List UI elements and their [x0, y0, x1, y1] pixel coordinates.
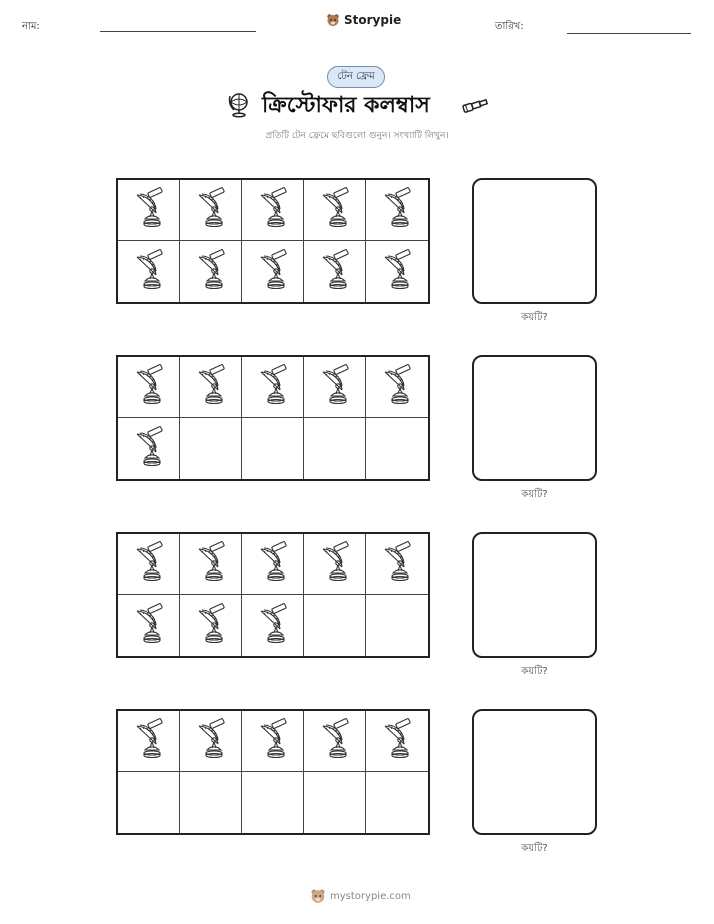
sextant-icon	[380, 716, 414, 766]
sextant-icon	[194, 716, 228, 766]
sextant-icon	[318, 539, 352, 589]
sextant-icon	[380, 185, 414, 235]
how-many-label: কয়টি?	[521, 843, 548, 854]
ten-frame-cell	[366, 180, 428, 241]
sextant-icon	[318, 716, 352, 766]
sextant-icon	[194, 539, 228, 589]
ten-frame-cell	[242, 772, 304, 833]
answer-box[interactable]	[472, 178, 597, 304]
answer-box[interactable]	[472, 709, 597, 835]
footer-url: mystorypie.com	[330, 890, 411, 902]
ten-frame	[116, 709, 430, 835]
ten-frame-cell	[180, 595, 242, 656]
ten-frame	[116, 178, 430, 304]
sextant-icon	[256, 185, 290, 235]
date-label: তারিখ:	[495, 21, 524, 32]
ten-frame-cell	[180, 534, 242, 595]
ten-frame-cell	[366, 772, 428, 833]
globe-icon	[226, 90, 254, 118]
sextant-icon	[256, 247, 290, 297]
instructions: প্রতিটি টেন ফ্রেমে ছবিগুলো গুনুন। সংখ্যাটি লিখুন।	[265, 131, 449, 141]
sextant-icon	[318, 247, 352, 297]
ten-frame-cell	[180, 241, 242, 302]
sextant-icon	[132, 185, 166, 235]
ten-frame-cell	[118, 772, 180, 833]
sextant-icon	[194, 601, 228, 651]
ten-frame-cell	[304, 418, 366, 479]
name-label: নাম:	[22, 21, 40, 32]
how-many-label: কয়টি?	[521, 666, 548, 677]
telescope-icon	[460, 96, 490, 114]
sextant-icon	[380, 362, 414, 412]
ten-frame-cell	[242, 711, 304, 772]
sextant-icon	[256, 362, 290, 412]
page-title: ক্রিস্টোফার কলম্বাস	[262, 93, 430, 118]
ten-frame-badge: টেন ফ্রেম	[327, 66, 385, 88]
ten-frame-cell	[180, 357, 242, 418]
sextant-icon	[132, 247, 166, 297]
sextant-icon	[132, 424, 166, 474]
ten-frame-cell	[180, 772, 242, 833]
ten-frame-cell	[118, 241, 180, 302]
ten-frame-cell	[366, 357, 428, 418]
ten-frame-cell	[242, 595, 304, 656]
ten-frame-cell	[366, 418, 428, 479]
ten-frame-cell	[304, 772, 366, 833]
ten-frame-cell	[118, 357, 180, 418]
ten-frame-cell	[366, 534, 428, 595]
sextant-icon	[256, 716, 290, 766]
answer-box[interactable]	[472, 355, 597, 481]
storypie-bear-icon	[326, 13, 340, 27]
ten-frame	[116, 355, 430, 481]
sextant-icon	[132, 539, 166, 589]
footer	[310, 888, 411, 904]
ten-frame-cell	[242, 357, 304, 418]
sextant-icon	[132, 362, 166, 412]
sextant-icon	[256, 601, 290, 651]
name-field[interactable]	[100, 31, 256, 32]
brand-logo	[326, 13, 401, 27]
sextant-icon	[380, 539, 414, 589]
sextant-icon	[318, 185, 352, 235]
answer-box[interactable]	[472, 532, 597, 658]
sextant-icon	[132, 601, 166, 651]
ten-frame-cell	[242, 418, 304, 479]
date-field[interactable]	[567, 33, 691, 34]
ten-frame-cell	[242, 180, 304, 241]
ten-frame-cell	[118, 418, 180, 479]
ten-frame-cell	[118, 711, 180, 772]
ten-frame-cell	[118, 534, 180, 595]
ten-frame-cell	[180, 711, 242, 772]
sextant-icon	[194, 247, 228, 297]
sextant-icon	[132, 716, 166, 766]
ten-frame-cell	[366, 241, 428, 302]
ten-frame-cell	[304, 711, 366, 772]
storypie-bear-icon	[310, 888, 326, 904]
ten-frame-cell	[304, 534, 366, 595]
ten-frame-cell	[366, 595, 428, 656]
sextant-icon	[380, 247, 414, 297]
ten-frame-cell	[242, 534, 304, 595]
how-many-label: কয়টি?	[521, 489, 548, 500]
ten-frame	[116, 532, 430, 658]
ten-frame-cell	[304, 180, 366, 241]
brand-name: Storypie	[344, 13, 402, 27]
sextant-icon	[194, 362, 228, 412]
sextant-icon	[318, 362, 352, 412]
how-many-label: কয়টি?	[521, 312, 548, 323]
sextant-icon	[194, 185, 228, 235]
ten-frame-cell	[180, 180, 242, 241]
ten-frame-cell	[366, 711, 428, 772]
ten-frame-cell	[118, 180, 180, 241]
ten-frame-cell	[180, 418, 242, 479]
ten-frame-cell	[304, 595, 366, 656]
ten-frame-cell	[118, 595, 180, 656]
ten-frame-cell	[304, 357, 366, 418]
ten-frame-cell	[304, 241, 366, 302]
ten-frame-cell	[242, 241, 304, 302]
sextant-icon	[256, 539, 290, 589]
